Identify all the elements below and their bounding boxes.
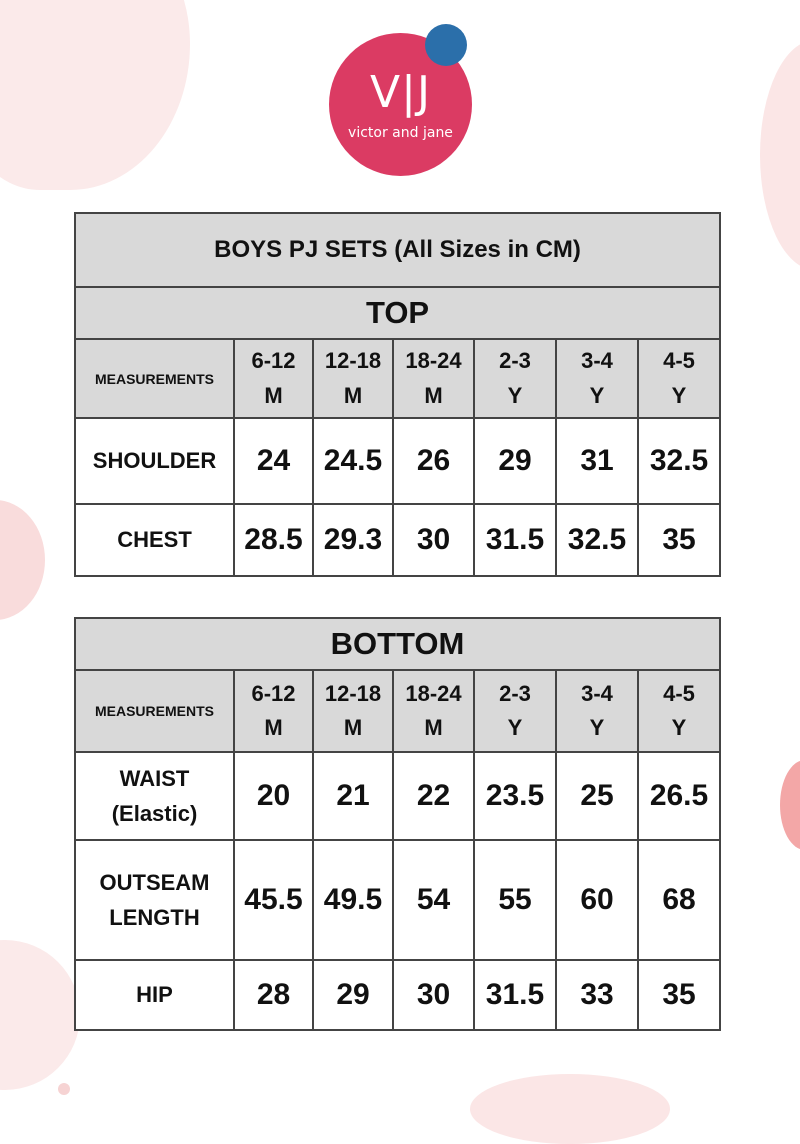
size-header: 18-24 M [393,339,474,418]
measurements-header: MEASUREMENTS [75,339,234,418]
table-cell: 26 [393,418,474,504]
background-dot [58,1083,70,1095]
size-header: 4-5 Y [638,670,720,752]
background-blob [780,760,800,850]
table-cell: 25 [556,752,638,840]
table-cell: 28 [234,960,313,1030]
table-cell: 32.5 [638,418,720,504]
row-label: OUTSEAM LENGTH [75,840,234,960]
table-cell: 35 [638,504,720,576]
table-cell: 31.5 [474,960,556,1030]
brand-logo-dot [425,24,467,66]
size-header: 12-18 M [313,339,393,418]
table-cell: 30 [393,504,474,576]
table-cell: 29 [474,418,556,504]
background-blob [470,1074,670,1144]
table-cell: 49.5 [313,840,393,960]
table-cell: 29 [313,960,393,1030]
table-cell: 45.5 [234,840,313,960]
top-size-table [74,212,721,577]
measurements-header: MEASUREMENTS [75,670,234,752]
table-cell: 32.5 [556,504,638,576]
table-cell: 21 [313,752,393,840]
table-cell: 31 [556,418,638,504]
row-label: HIP [75,960,234,1030]
background-blob [0,0,190,190]
size-header: 3-4 Y [556,339,638,418]
table-cell: 24 [234,418,313,504]
table-cell: 20 [234,752,313,840]
size-header: 6-12 M [234,339,313,418]
table-row [75,960,720,1030]
brand-name: victor and jane [348,125,453,141]
table-cell: 23.5 [474,752,556,840]
size-header: 2-3 Y [474,670,556,752]
background-blob [760,40,800,270]
row-label: CHEST [75,504,234,576]
background-blob [0,940,80,1090]
table-cell: 33 [556,960,638,1030]
row-label: WAIST (Elastic) [75,752,234,840]
table-row [75,752,720,840]
table-cell: 24.5 [313,418,393,504]
brand-logo-mark: V|J [370,67,431,118]
table-cell: 68 [638,840,720,960]
section-title-top: TOP [75,287,720,339]
table-cell: 55 [474,840,556,960]
size-header: 4-5 Y [638,339,720,418]
table-cell: 31.5 [474,504,556,576]
table-cell: 54 [393,840,474,960]
table-row [75,840,720,960]
table-cell: 29.3 [313,504,393,576]
table-cell: 30 [393,960,474,1030]
size-header: 2-3 Y [474,339,556,418]
bottom-size-table [74,617,721,1031]
table-row [75,418,720,504]
background-blob [0,500,45,620]
size-header: 18-24 M [393,670,474,752]
table-cell: 28.5 [234,504,313,576]
table-cell: 26.5 [638,752,720,840]
size-header: 12-18 M [313,670,393,752]
table-cell: 35 [638,960,720,1030]
chart-title: BOYS PJ SETS (All Sizes in CM) [75,213,720,287]
size-header: 6-12 M [234,670,313,752]
table-cell: 22 [393,752,474,840]
table-cell: 60 [556,840,638,960]
size-header: 3-4 Y [556,670,638,752]
table-row [75,504,720,576]
row-label: SHOULDER [75,418,234,504]
section-title-bottom: BOTTOM [75,618,720,670]
